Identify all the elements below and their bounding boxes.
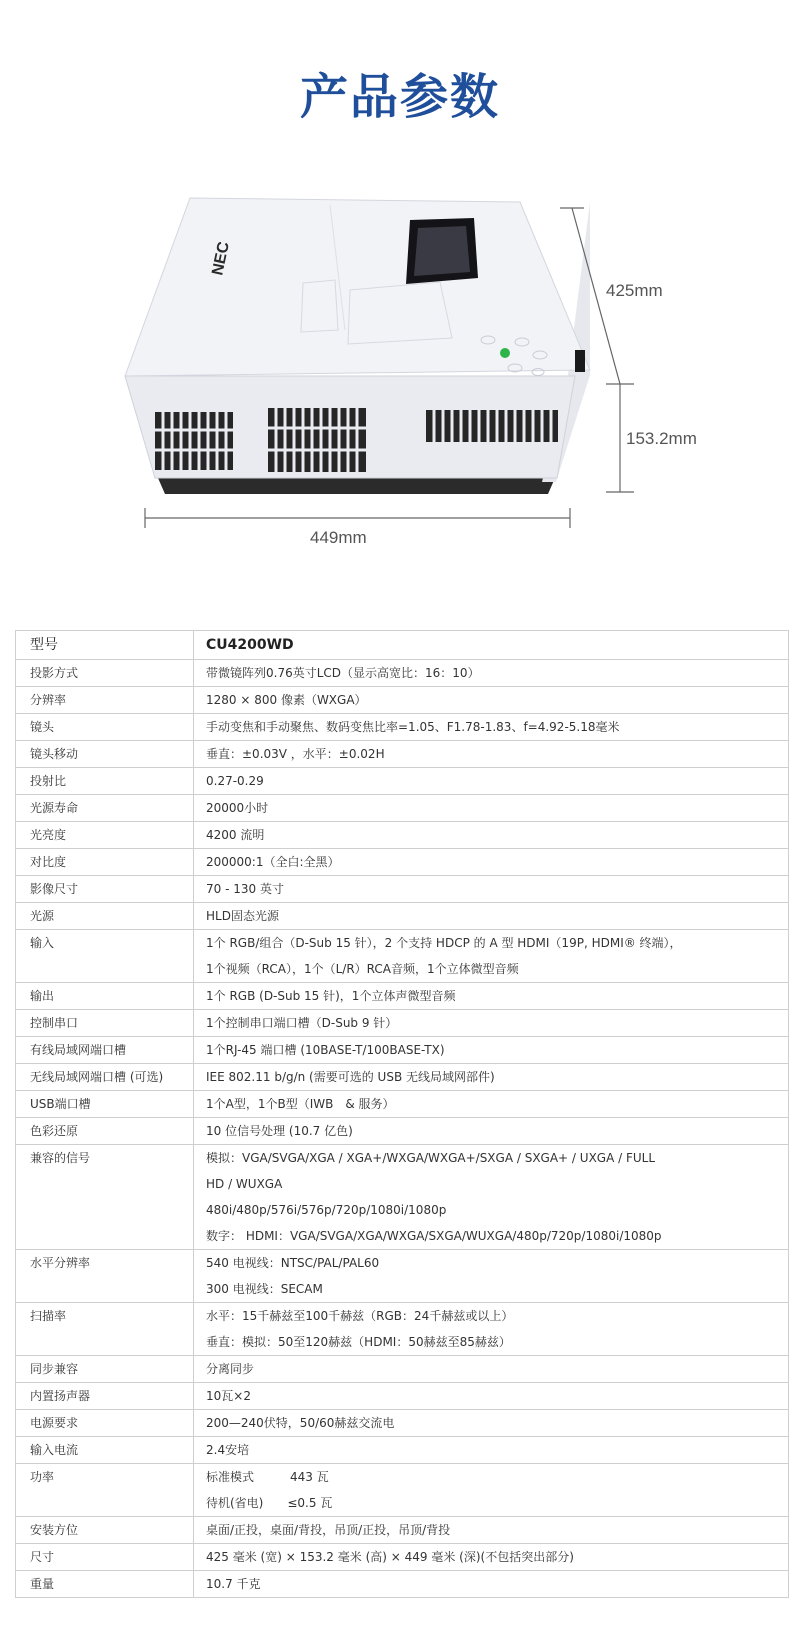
spec-key: 输入电流 [16, 1437, 194, 1464]
spec-key: 输入 [16, 930, 194, 983]
spec-value: CU4200WD [194, 631, 789, 660]
spec-key: 投射比 [16, 768, 194, 795]
spec-value-line: 分离同步 [206, 1362, 255, 1376]
spec-value-line: 手动变焦和手动聚焦、数码变焦比率=1.05、F1.78-1.83、f=4.92-5.18毫米 [206, 720, 620, 734]
spec-value [194, 795, 789, 822]
spec-value-line: 425 毫米 (宽) × 153.2 毫米 (高) × 449 毫米 (深)(不包括突出部分) [206, 1550, 574, 1564]
spec-value-line: 480i/480p/576i/576p/720p/1080i/1080p [206, 1203, 447, 1217]
spec-key: 安装方位 [16, 1517, 194, 1544]
spec-value-line: 200000:1（全白:全黑） [206, 855, 340, 869]
power-led [500, 348, 510, 358]
spec-key: 尺寸 [16, 1544, 194, 1571]
spec-value [194, 1250, 789, 1303]
spec-key: 同步兼容 [16, 1356, 194, 1383]
spec-row [16, 1571, 789, 1598]
spec-value-line: 540 电视线：NTSC/PAL/PAL60 [206, 1256, 380, 1270]
spec-row [16, 1064, 789, 1091]
width-dimension-label: 449mm [310, 528, 367, 547]
spec-value-line: HLD固态光源 [206, 909, 279, 923]
brand-logo: NEC [209, 240, 233, 277]
height-dimension-label: 153.2mm [626, 429, 697, 448]
spec-value-line: 模拟：VGA/SVGA/XGA / XGA+/WXGA/WXGA+/SXGA / SXGA+ / UXGA / FULL [206, 1151, 656, 1165]
product-image-section [0, 180, 800, 580]
spec-row [16, 1091, 789, 1118]
spec-row [16, 1356, 789, 1383]
spec-value-line: 垂直：±0.03V ，水平：±0.02H [206, 747, 385, 761]
spec-value-line: 1个A型，1个B型（IWB & 服务） [206, 1097, 395, 1111]
spec-key: 无线局域网端口槽 (可选) [16, 1064, 194, 1091]
spec-value-line: HD / WUXGA [206, 1177, 283, 1191]
spec-value [194, 1437, 789, 1464]
depth-dimension-label: 425mm [606, 281, 663, 300]
spec-key: 镜头 [16, 714, 194, 741]
spec-value-line: 70 - 130 英寸 [206, 882, 284, 896]
spec-value-line: 1个控制串口端口槽（D-Sub 9 针） [206, 1016, 398, 1030]
specs-header-row [16, 631, 789, 660]
spec-value-line: 1个RJ-45 端口槽 (10BASE-T/100BASE-TX) [206, 1043, 445, 1057]
spec-key: 功率 [16, 1464, 194, 1517]
spec-value-line: 4200 流明 [206, 828, 265, 842]
spec-row [16, 714, 789, 741]
spec-value-line: 待机(省电) ≤0.5 瓦 [206, 1496, 333, 1510]
spec-value [194, 741, 789, 768]
spec-value [194, 903, 789, 930]
spec-row [16, 660, 789, 687]
spec-row [16, 741, 789, 768]
spec-key: 水平分辨率 [16, 1250, 194, 1303]
projector-illustration [0, 180, 800, 580]
spec-key: 光源寿命 [16, 795, 194, 822]
spec-row [16, 768, 789, 795]
spec-value-line: 带微镜阵列0.76英寸LCD（显示高宽比：16：10） [206, 666, 480, 680]
spec-value [194, 660, 789, 687]
spec-value-line: 20000小时 [206, 801, 269, 815]
spec-value [194, 1464, 789, 1517]
spec-value-line: 数字： HDMI：VGA/SVGA/XGA/WXGA/SXGA/WUXGA/480p/720p/1080i/1080p [206, 1229, 662, 1243]
spec-value-line: 标准模式 443 瓦 [206, 1470, 329, 1484]
spec-row [16, 687, 789, 714]
spec-row [16, 1517, 789, 1544]
spec-key: 光源 [16, 903, 194, 930]
spec-row [16, 1250, 789, 1303]
spec-value-line: 1个 RGB/组合（D-Sub 15 针），2 个支持 HDCP 的 A 型 HDMI（19P, HDMI® 终端）， [206, 936, 682, 950]
spec-row [16, 983, 789, 1010]
spec-value-line: IEE 802.11 b/g/n (需要可选的 USB 无线局域网部件) [206, 1070, 495, 1084]
spec-key: 内置扬声器 [16, 1383, 194, 1410]
spec-row [16, 1118, 789, 1145]
spec-value-line: 300 电视线：SECAM [206, 1282, 323, 1296]
spec-value-line: 2.4安培 [206, 1443, 250, 1457]
spec-key: USB端口槽 [16, 1091, 194, 1118]
spec-key: 控制串口 [16, 1010, 194, 1037]
spec-key: 型号 [16, 631, 194, 660]
spec-key: 电源要求 [16, 1410, 194, 1437]
spec-value [194, 1410, 789, 1437]
spec-value-line: 1个视频（RCA），1个（L/R）RCA音频，1个立体微型音频 [206, 962, 519, 976]
spec-value-line: 0.27-0.29 [206, 774, 264, 788]
spec-key: 投影方式 [16, 660, 194, 687]
spec-value [194, 1091, 789, 1118]
spec-key: 影像尺寸 [16, 876, 194, 903]
spec-row [16, 795, 789, 822]
spec-value [194, 1571, 789, 1598]
spec-row [16, 1544, 789, 1571]
spec-value [194, 1356, 789, 1383]
spec-value [194, 714, 789, 741]
spec-row [16, 1437, 789, 1464]
spec-value-line: 1280 × 800 像素（WXGA） [206, 693, 367, 707]
spec-value [194, 1010, 789, 1037]
spec-row [16, 1464, 789, 1517]
spec-value [194, 687, 789, 714]
spec-key: 光亮度 [16, 822, 194, 849]
spec-row [16, 1037, 789, 1064]
spec-value [194, 1544, 789, 1571]
spec-value-line: 1个 RGB (D-Sub 15 针)，1个立体声微型音频 [206, 989, 456, 1003]
spec-key: 扫描率 [16, 1303, 194, 1356]
spec-key: 重量 [16, 1571, 194, 1598]
spec-value [194, 849, 789, 876]
page-title: 产品参数 [299, 69, 500, 125]
spec-value [194, 876, 789, 903]
specs-table [15, 630, 789, 1598]
spec-row [16, 849, 789, 876]
spec-row [16, 822, 789, 849]
spec-value-line: 200—240伏特，50/60赫兹交流电 [206, 1416, 395, 1430]
spec-key: 色彩还原 [16, 1118, 194, 1145]
spec-row [16, 903, 789, 930]
spec-key: 输出 [16, 983, 194, 1010]
spec-row [16, 1383, 789, 1410]
spec-row [16, 876, 789, 903]
spec-value-line: 桌面/正投，桌面/背投，吊顶/正投，吊顶/背投 [206, 1523, 451, 1537]
spec-value-line: 水平：15千赫兹至100千赫兹（RGB：24千赫兹或以上） [206, 1309, 514, 1323]
spec-value [194, 1517, 789, 1544]
spec-value [194, 822, 789, 849]
spec-value [194, 1064, 789, 1091]
spec-key: 分辨率 [16, 687, 194, 714]
spec-value [194, 1383, 789, 1410]
spec-value-line: 10 位信号处理 (10.7 亿色) [206, 1124, 353, 1138]
spec-key: 有线局域网端口槽 [16, 1037, 194, 1064]
spec-row [16, 1303, 789, 1356]
spec-value [194, 1303, 789, 1356]
spec-value [194, 1118, 789, 1145]
spec-key: 对比度 [16, 849, 194, 876]
spec-value [194, 768, 789, 795]
spec-value [194, 1037, 789, 1064]
spec-row [16, 1010, 789, 1037]
spec-value-line: 垂直：模拟：50至120赫兹（HDMI：50赫兹至85赫兹） [206, 1335, 511, 1349]
spec-value-line: 10瓦×2 [206, 1389, 251, 1403]
spec-value [194, 983, 789, 1010]
spec-key: 镜头移动 [16, 741, 194, 768]
spec-key: 兼容的信号 [16, 1145, 194, 1250]
spec-row [16, 930, 789, 983]
spec-value-line: 10.7 千克 [206, 1577, 261, 1591]
spec-value [194, 1145, 789, 1250]
spec-value [194, 930, 789, 983]
spec-row [16, 1410, 789, 1437]
spec-row [16, 1145, 789, 1250]
